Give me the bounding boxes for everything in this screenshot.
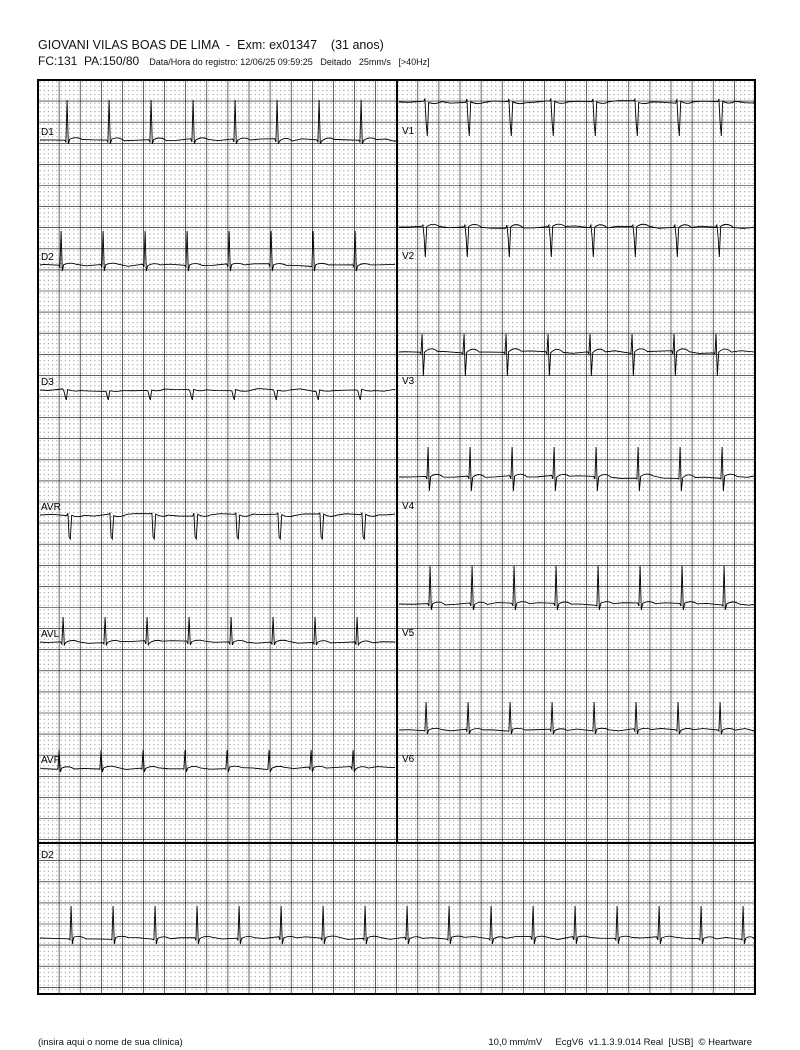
lead-label: AVR (41, 502, 61, 513)
lead-label: V6 (402, 754, 415, 765)
lead-label: D2 (41, 850, 54, 861)
lead-label: V1 (402, 126, 415, 137)
lead-label: V2 (402, 251, 415, 262)
lead-label: AVF (41, 755, 60, 766)
lead-label: D3 (41, 377, 54, 388)
lead-label: D1 (41, 127, 54, 138)
lead-label: V3 (402, 376, 415, 387)
record-info: Data/Hora do registro: 12/06/25 09:59:25 Deitado 25mm/s [>40Hz] (149, 57, 430, 67)
lead-label: V4 (402, 501, 415, 512)
lead-label: D2 (41, 252, 54, 263)
patient-header: GIOVANI VILAS BOAS DE LIMA - Exm: ex01347 (31 anos) (38, 38, 384, 52)
software-info: 10,0 mm/mV EcgV6 v1.1.3.9.014 Real [USB] © Heartware (488, 1037, 752, 1048)
clinic-name: (insira aqui o nome de sua clínica) (38, 1037, 183, 1048)
vitals: FC:131 PA:150/80 (38, 54, 140, 68)
lead-label: AVL (41, 629, 60, 640)
lead-label: V5 (402, 628, 415, 639)
